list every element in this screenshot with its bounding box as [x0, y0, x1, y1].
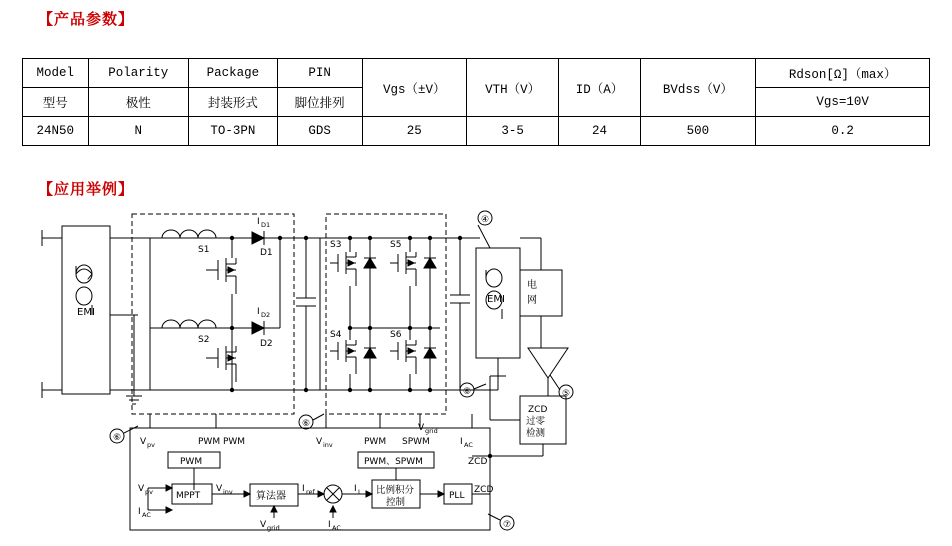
- label-spwm-top: SPWM: [402, 437, 430, 447]
- cell-header-model: Model: [23, 59, 89, 88]
- cell-header-id: ID（A）: [559, 59, 640, 117]
- cell-header-rdson-condition: Vgs=10V: [756, 88, 930, 117]
- label-pwm-spwm-box: PWM、SPWM: [364, 457, 423, 467]
- callout-6a: ⑥: [113, 433, 122, 443]
- label-vgrid-mid-sub: grid: [267, 524, 280, 532]
- cell-value-rdson: 0.2: [756, 117, 930, 146]
- label-iac-mid-sub: AC: [332, 524, 341, 532]
- cell-header-pin-cn: 脚位排列: [277, 88, 362, 117]
- cell-header-vth: VTH（V）: [466, 59, 559, 117]
- label-id2-sub: D2: [261, 311, 271, 319]
- label-pi-2: 控制: [386, 497, 406, 508]
- section-title-application: 【应用举例】: [38, 180, 135, 198]
- label-s2: S2: [198, 335, 210, 345]
- label-emi-1: EMI: [77, 307, 95, 318]
- table-row-data: [23, 117, 930, 146]
- label-s1: S1: [198, 245, 210, 255]
- label-id1-sub: D1: [261, 221, 271, 229]
- label-il-sub: L: [358, 488, 362, 496]
- cell-value-vth: 3-5: [466, 117, 559, 146]
- cell-header-bvdss: BVdss（V）: [640, 59, 756, 117]
- label-vpv-in: V: [138, 484, 145, 494]
- application-circuit-diagram: [20, 200, 930, 540]
- cell-header-polarity: Polarity: [88, 59, 188, 88]
- label-zcd-box-1: ZCD: [528, 405, 548, 415]
- label-vgrid-mid: V: [260, 520, 267, 530]
- label-d1: D1: [260, 248, 273, 258]
- label-algorithm: 算法器: [256, 491, 286, 502]
- cell-header-polarity-cn: 极性: [88, 88, 188, 117]
- label-iac-in: I: [138, 507, 141, 517]
- label-id1: I: [257, 217, 260, 227]
- label-vpv-top: V: [140, 437, 147, 447]
- cell-value-id: 24: [559, 117, 640, 146]
- callout-7: ⑦: [503, 520, 512, 530]
- cell-value-vgs: 25: [362, 117, 466, 146]
- cell-value-bvdss: 500: [640, 117, 756, 146]
- label-zcd-box-3: 检测: [526, 428, 546, 439]
- parameters-table: [22, 58, 930, 146]
- callout-6b: ⑥: [302, 419, 311, 429]
- cell-value-model: 24N50: [23, 117, 89, 146]
- label-pi-1: 比例积分: [376, 485, 415, 496]
- label-vinv-mid-sub: inv: [223, 488, 233, 496]
- label-emi-2: EMI: [487, 294, 505, 305]
- label-pwm-pwm: PWM PWM: [198, 437, 246, 447]
- label-il: I: [354, 484, 357, 494]
- label-s6: S6: [390, 330, 402, 340]
- cell-value-package: TO-3PN: [188, 117, 277, 146]
- label-iref: I: [302, 484, 305, 494]
- label-iac-top: I: [460, 437, 463, 447]
- label-zcd-box-2: 过零: [526, 416, 546, 427]
- label-zcd-out: ZCD: [474, 485, 494, 495]
- label-s5: S5: [390, 240, 402, 250]
- label-vinv-sub: inv: [323, 441, 333, 449]
- label-vinv-mid: V: [216, 484, 223, 494]
- label-vgrid-top: V: [418, 423, 425, 433]
- label-iac-top-sub: AC: [464, 441, 473, 449]
- cell-header-pin: PIN: [277, 59, 362, 88]
- label-vinv: V: [316, 437, 323, 447]
- cell-value-pin: GDS: [277, 117, 362, 146]
- label-s4: S4: [330, 330, 342, 340]
- cell-header-package: Package: [188, 59, 277, 88]
- callout-6c: ⑥: [463, 387, 472, 397]
- label-iac-mid: I: [328, 520, 331, 530]
- label-grid-2: 网: [527, 295, 537, 306]
- label-pll: PLL: [449, 491, 465, 501]
- label-d2: D2: [260, 339, 273, 349]
- callout-5: ⑤: [562, 389, 571, 399]
- callout-4: ④: [481, 215, 490, 225]
- cell-header-model-cn: 型号: [23, 88, 89, 117]
- label-zcd-signal: ZCD: [468, 457, 488, 467]
- cell-header-rdson: Rdson[Ω]（max）: [756, 59, 930, 88]
- label-iac-in-sub: AC: [142, 511, 151, 519]
- cell-header-package-cn: 封装形式: [188, 88, 277, 117]
- label-s3: S3: [330, 240, 342, 250]
- label-grid: 电: [527, 280, 537, 291]
- cell-value-polarity: N: [88, 117, 188, 146]
- table-row-header-en: [23, 59, 930, 88]
- label-id2: I: [257, 307, 260, 317]
- label-vgrid-top-sub: grid: [425, 427, 438, 435]
- label-vpv-in-sub: pv: [145, 488, 153, 496]
- label-vpv-top-sub: pv: [147, 441, 155, 449]
- label-pwm-top: PWM: [364, 437, 387, 447]
- label-mppt: MPPT: [176, 491, 201, 501]
- section-title-parameters: 【产品参数】: [38, 10, 135, 28]
- cell-header-vgs: Vgs（±V）: [362, 59, 466, 117]
- label-iref-sub: ref: [306, 488, 315, 496]
- label-pwm-box: PWM: [180, 457, 203, 467]
